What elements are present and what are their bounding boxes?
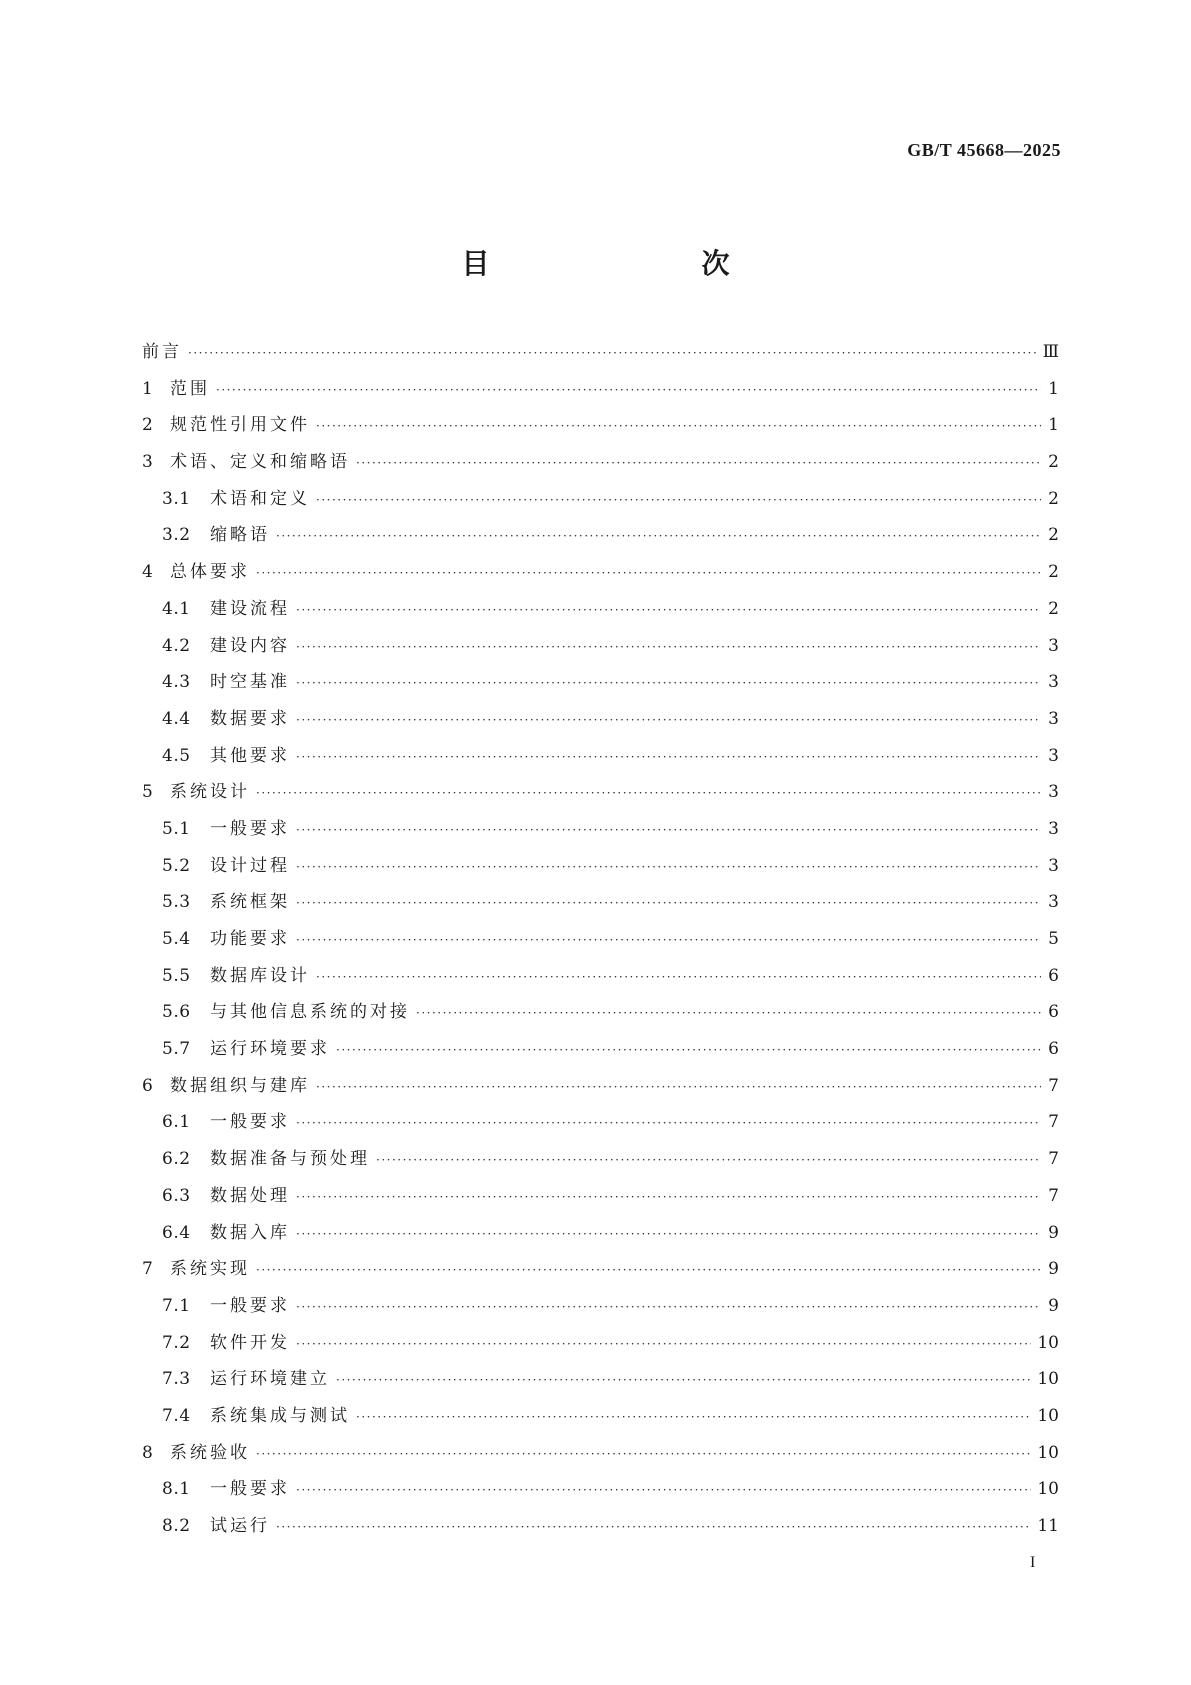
toc-dot-leader [416, 1006, 1041, 1020]
table-of-contents [142, 337, 1059, 1548]
toc-dot-leader [296, 750, 1041, 764]
toc-entry[interactable] [142, 484, 1059, 521]
toc-entry-number: 5.2 [162, 855, 191, 876]
toc-entry-title: 系统实现 [170, 1259, 250, 1280]
toc-entry-page: Ⅲ [1042, 342, 1059, 362]
toc-entry-title: 一般要求 [210, 1295, 290, 1316]
toc-entry-number: 8.1 [162, 1479, 191, 1500]
toc-entry-title: 范围 [170, 378, 210, 399]
toc-title: 目 次 [461, 247, 782, 280]
toc-dot-leader [296, 1483, 1031, 1497]
toc-entry[interactable] [142, 704, 1059, 741]
toc-entry-number: 7.3 [162, 1369, 191, 1390]
toc-entry[interactable] [142, 1364, 1059, 1401]
toc-entry[interactable] [142, 1474, 1059, 1511]
toc-entry-number: 7.1 [162, 1295, 191, 1316]
toc-entry-title: 试运行 [210, 1516, 270, 1536]
toc-entry-number: 3.2 [162, 525, 191, 546]
toc-entry[interactable] [142, 1328, 1059, 1365]
toc-entry-number: 4.3 [162, 672, 191, 693]
toc-entry[interactable] [142, 631, 1059, 668]
toc-entry[interactable] [142, 520, 1059, 557]
toc-dot-leader [376, 1153, 1041, 1167]
toc-entry[interactable] [142, 1034, 1059, 1071]
toc-entry-number: 5.1 [162, 818, 191, 839]
toc-dot-leader [296, 640, 1041, 654]
toc-dot-leader [296, 896, 1041, 910]
toc-entry-title: 功能要求 [210, 929, 290, 949]
toc-dot-leader [296, 603, 1041, 617]
toc-entry-page: 3 [1048, 818, 1059, 839]
toc-entry-title: 缩略语 [210, 525, 270, 546]
toc-entry[interactable] [142, 1071, 1059, 1108]
toc-entry-title: 建设内容 [210, 635, 290, 656]
toc-entry[interactable] [142, 814, 1059, 851]
toc-entry-page: 7 [1048, 1149, 1059, 1170]
toc-entry[interactable] [142, 1181, 1059, 1218]
toc-dot-leader [316, 493, 1041, 507]
toc-entry-number: 4.2 [162, 635, 191, 656]
toc-entry[interactable] [142, 1218, 1059, 1255]
toc-dot-leader [296, 1227, 1041, 1241]
toc-entry-title: 系统设计 [170, 782, 250, 803]
toc-entry-title: 数据入库 [210, 1222, 290, 1243]
toc-dot-leader [316, 970, 1041, 984]
toc-entry-title: 总体要求 [170, 562, 250, 583]
toc-entry-page: 3 [1048, 635, 1059, 656]
toc-entry-page: 7 [1048, 1185, 1059, 1206]
toc-entry-number: 6.2 [162, 1149, 191, 1170]
toc-entry-page: 3 [1048, 892, 1059, 913]
toc-dot-leader [296, 1300, 1041, 1314]
toc-entry-title: 设计过程 [210, 855, 290, 876]
toc-entry-title: 术语、定义和缩略语 [170, 452, 350, 473]
toc-entry-title: 运行环境建立 [210, 1369, 330, 1390]
toc-dot-leader [296, 823, 1041, 837]
toc-entry-page: 7 [1048, 1075, 1059, 1096]
toc-dot-leader [296, 1190, 1041, 1204]
toc-entry[interactable] [142, 410, 1059, 447]
toc-entry[interactable] [142, 777, 1059, 814]
toc-entry[interactable] [142, 1291, 1059, 1328]
toc-entry[interactable] [142, 447, 1059, 484]
toc-entry-page: 3 [1048, 745, 1059, 766]
toc-entry-number: 5.5 [162, 965, 191, 986]
toc-dot-leader [296, 713, 1041, 727]
toc-entry[interactable] [142, 374, 1059, 411]
toc-dot-leader [296, 860, 1041, 874]
toc-entry-page: 1 [1048, 415, 1059, 436]
toc-entry-title: 其他要求 [210, 745, 290, 766]
toc-entry-page: 7 [1048, 1112, 1059, 1133]
toc-entry[interactable] [142, 1401, 1059, 1438]
toc-entry[interactable] [142, 851, 1059, 888]
toc-entry-number: 7 [142, 1259, 154, 1280]
toc-dot-leader [188, 346, 1037, 360]
toc-entry[interactable] [142, 1438, 1059, 1475]
toc-entry-page: 11 [1037, 1516, 1059, 1536]
toc-entry[interactable] [142, 1511, 1059, 1548]
toc-entry-page: 10 [1037, 1369, 1059, 1390]
toc-entry-page: 3 [1048, 708, 1059, 729]
toc-entry-number: 6.3 [162, 1185, 191, 1206]
toc-entry-page: 10 [1037, 1332, 1059, 1353]
toc-dot-leader [356, 1410, 1031, 1424]
toc-entry-page: 2 [1048, 452, 1059, 473]
toc-entry-number: 4.1 [162, 598, 191, 619]
toc-entry-page: 2 [1048, 598, 1059, 619]
toc-dot-leader [356, 456, 1041, 470]
toc-entry-number: 2 [142, 415, 154, 436]
toc-entry-page: 10 [1037, 1405, 1059, 1426]
toc-entry-page: 6 [1048, 1002, 1059, 1023]
toc-entry-title: 系统集成与测试 [210, 1405, 350, 1426]
toc-entry-number: 6 [142, 1075, 154, 1096]
toc-entry[interactable] [142, 1144, 1059, 1181]
toc-entry[interactable] [142, 741, 1059, 778]
toc-entry-number: 5 [142, 782, 154, 803]
toc-entry[interactable] [142, 924, 1059, 961]
toc-entry-page: 5 [1048, 929, 1059, 949]
page-number: I [1030, 1554, 1036, 1571]
toc-dot-leader [296, 1116, 1041, 1130]
toc-dot-leader [256, 786, 1041, 800]
toc-entry-number: 7.4 [162, 1405, 191, 1426]
toc-entry-page: 3 [1048, 855, 1059, 876]
toc-entry-number: 8.2 [162, 1516, 191, 1536]
toc-dot-leader [256, 1263, 1041, 1277]
toc-entry-title: 数据准备与预处理 [210, 1149, 370, 1170]
toc-entry-title: 运行环境要求 [210, 1039, 330, 1060]
toc-entry-title: 系统验收 [170, 1442, 250, 1463]
toc-dot-leader [296, 1337, 1031, 1351]
toc-dot-leader [296, 933, 1041, 947]
toc-entry-number: 3.1 [162, 488, 191, 509]
toc-dot-leader [216, 383, 1041, 397]
toc-dot-leader [296, 676, 1041, 690]
toc-entry-title: 一般要求 [210, 1479, 290, 1500]
toc-entry-number: 8 [142, 1442, 154, 1463]
toc-entry-title: 一般要求 [210, 1112, 290, 1133]
toc-entry-number: 7.2 [162, 1332, 191, 1353]
toc-entry-page: 9 [1048, 1259, 1059, 1280]
toc-entry-page: 2 [1048, 525, 1059, 546]
toc-dot-leader [316, 419, 1041, 433]
toc-entry-number: 5.7 [162, 1039, 191, 1060]
toc-entry-page: 6 [1048, 965, 1059, 986]
toc-entry-title: 规范性引用文件 [170, 415, 310, 436]
toc-entry-number: 5.3 [162, 892, 191, 913]
toc-entry-title: 前言 [142, 342, 182, 362]
toc-entry-page: 6 [1048, 1039, 1059, 1060]
toc-entry[interactable] [142, 887, 1059, 924]
toc-entry[interactable] [142, 1254, 1059, 1291]
toc-entry-page: 3 [1048, 782, 1059, 803]
document-code: GB/T 45668—2025 [907, 140, 1061, 160]
toc-dot-leader [336, 1373, 1031, 1387]
toc-entry-title: 数据库设计 [210, 965, 310, 986]
toc-entry-page: 2 [1048, 562, 1059, 583]
toc-entry-page: 9 [1048, 1222, 1059, 1243]
toc-entry-title: 数据要求 [210, 708, 290, 729]
toc-entry-title: 系统框架 [210, 892, 290, 913]
toc-entry-title: 建设流程 [210, 598, 290, 619]
toc-entry-number: 3 [142, 452, 154, 473]
toc-entry-number: 4.4 [162, 708, 191, 729]
toc-entry-number: 4.5 [162, 745, 191, 766]
toc-entry-page: 3 [1048, 672, 1059, 693]
toc-entry[interactable] [142, 997, 1059, 1034]
toc-entry-title: 数据组织与建库 [170, 1075, 310, 1096]
toc-entry[interactable] [142, 667, 1059, 704]
toc-entry[interactable] [142, 594, 1059, 631]
toc-entry-title: 与其他信息系统的对接 [210, 1002, 410, 1023]
toc-dot-leader [256, 566, 1041, 580]
toc-entry-page: 9 [1048, 1295, 1059, 1316]
toc-entry-number: 1 [142, 378, 154, 399]
toc-dot-leader [256, 1447, 1031, 1461]
toc-entry-page: 2 [1048, 488, 1059, 509]
toc-entry[interactable] [142, 1107, 1059, 1144]
toc-entry[interactable] [142, 557, 1059, 594]
toc-entry-number: 6.1 [162, 1112, 191, 1133]
toc-entry-page: 1 [1048, 378, 1059, 399]
toc-entry[interactable] [142, 337, 1059, 374]
toc-entry-title: 软件开发 [210, 1332, 290, 1353]
toc-entry-title: 数据处理 [210, 1185, 290, 1206]
toc-entry-number: 6.4 [162, 1222, 191, 1243]
toc-entry[interactable] [142, 961, 1059, 998]
toc-entry-page: 10 [1037, 1442, 1059, 1463]
toc-entry-number: 4 [142, 562, 154, 583]
toc-entry-title: 时空基准 [210, 672, 290, 693]
toc-dot-leader [276, 529, 1041, 543]
toc-dot-leader [336, 1043, 1041, 1057]
toc-entry-title: 术语和定义 [210, 488, 310, 509]
toc-entry-page: 10 [1037, 1479, 1059, 1500]
toc-dot-leader [276, 1520, 1031, 1534]
toc-entry-number: 5.4 [162, 929, 191, 949]
toc-entry-title: 一般要求 [210, 818, 290, 839]
toc-dot-leader [316, 1080, 1041, 1094]
toc-entry-number: 5.6 [162, 1002, 191, 1023]
